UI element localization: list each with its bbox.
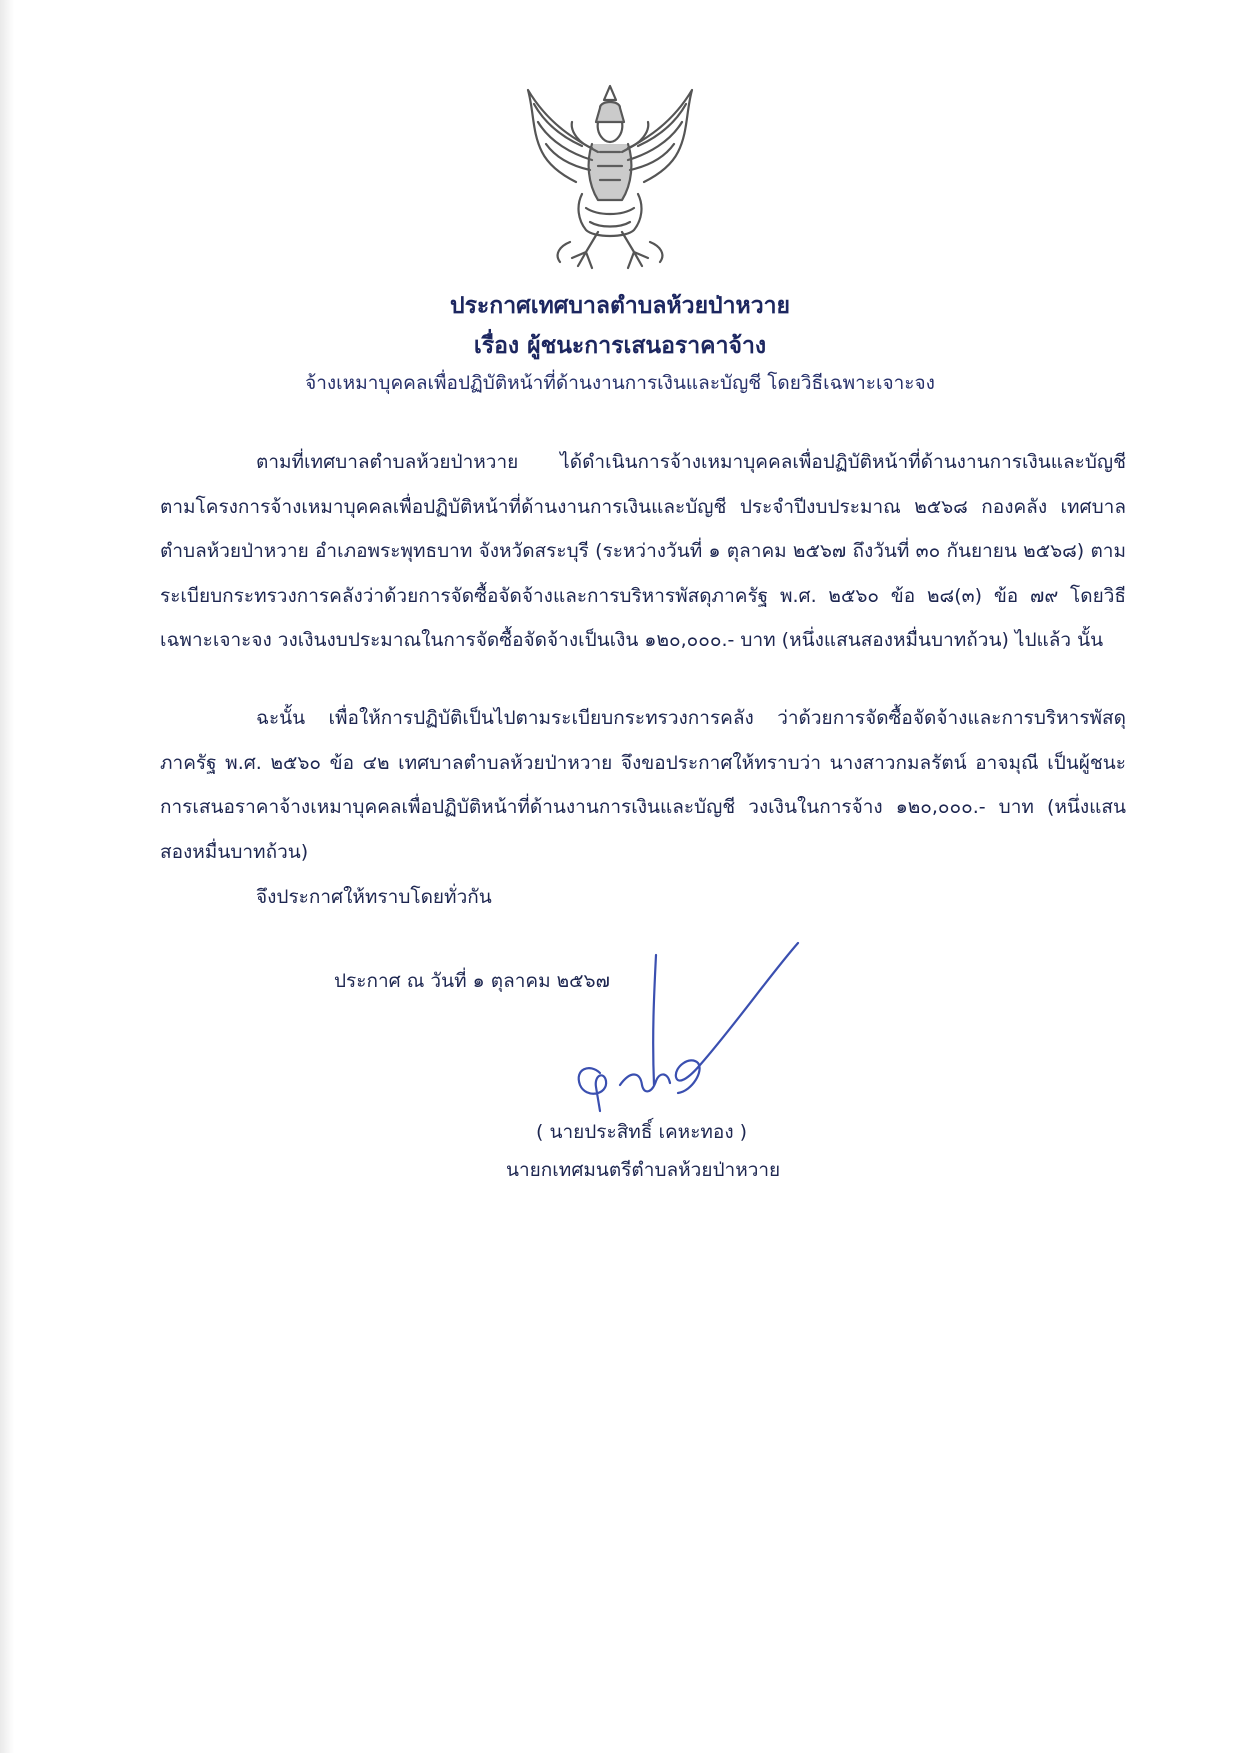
document-title: ประกาศเทศบาลตำบลห้วยป่าหวาย bbox=[449, 293, 791, 319]
body-paragraph-2 bbox=[160, 696, 1126, 874]
handwritten-signature bbox=[560, 935, 820, 1135]
page-edge-shadow bbox=[0, 0, 14, 1753]
announcement-date: ประกาศ ณ วันที่ ๑ ตุลาคม ๒๕๖๗ bbox=[334, 970, 610, 992]
signer-position: นายกเทศมนตรีตำบลห้วยป่าหวาย bbox=[506, 1159, 781, 1181]
garuda-emblem-icon bbox=[520, 82, 700, 277]
document-subject: เรื่อง ผู้ชนะการเสนอราคาจ้าง bbox=[473, 333, 767, 359]
closing-statement: จึงประกาศให้ทราบโดยทั่วกัน bbox=[256, 886, 492, 908]
paragraph-text: ตามที่เทศบาลตำบลห้วยป่าหวาย ได้ดำเนินการจ้างเหมาบุคคลเพื่อปฏิบัติหน้าที่ด้านงานการเงินและบัญชี ตามโครงการจ้างเหมาบุคคลเพื่อปฏิบัติหน้าที่ด้านงานการเงินและบัญชี ประจำปีงบประมาณ ๒๕๖๘ กองคลัง เทศบาลตำบลห้วยป่าหวาย อำเภอพระพุทธบาท จังหวัดสระบุรี (ระหว่างวันที่ ๑ ตุลาคม ๒๕๖๗ ถึงวันที่ ๓๐ กันยายน ๒๕๖๘) ตามระเบียบกระทรวงการคลังว่าด้วยการจัดซื้อจัดจ้างและการบริหารพัสดุภาครัฐ พ.ศ. ๒๕๖๐ ข้อ ๒๘(๓) ข้อ ๗๙ โดยวิธีเฉพาะเจาะจง วงเงินงบประมาณในการจัดซื้อจัดจ้างเป็นเงิน ๑๒๐,๐๐๐.- บาท (หนึ่งแสนสองหมื่นบาทถ้วน) ไปแล้ว นั้น bbox=[160, 451, 1126, 651]
signer-name: ( นายประสิทธิ์ เคหะทอง ) bbox=[536, 1121, 748, 1143]
document-subtitle: จ้างเหมาบุคคลเพื่อปฏิบัติหน้าที่ด้านงานการเงินและบัญชี โดยวิธีเฉพาะเจาะจง bbox=[305, 372, 935, 394]
paragraph-text: ฉะนั้น เพื่อให้การปฏิบัติเป็นไปตามระเบียบกระทรวงการคลัง ว่าด้วยการจัดซื้อจัดจ้างและการบริหารพัสดุภาครัฐ พ.ศ. ๒๕๖๐ ข้อ ๔๒ เทศบาลตำบลห้วยป่าหวาย จึงขอประกาศให้ทราบว่า นางสาวกมลรัตน์ อาจมุณี เป็นผู้ชนะการเสนอราคาจ้างเหมาบุคคลเพื่อปฏิบัติหน้าที่ด้านงานการเงินและบัญชี วงเงินในการจ้าง ๑๒๐,๐๐๐.- บาท (หนึ่งแสนสองหมื่นบาทถ้วน) bbox=[160, 707, 1126, 863]
body-paragraph-1 bbox=[160, 440, 1126, 663]
